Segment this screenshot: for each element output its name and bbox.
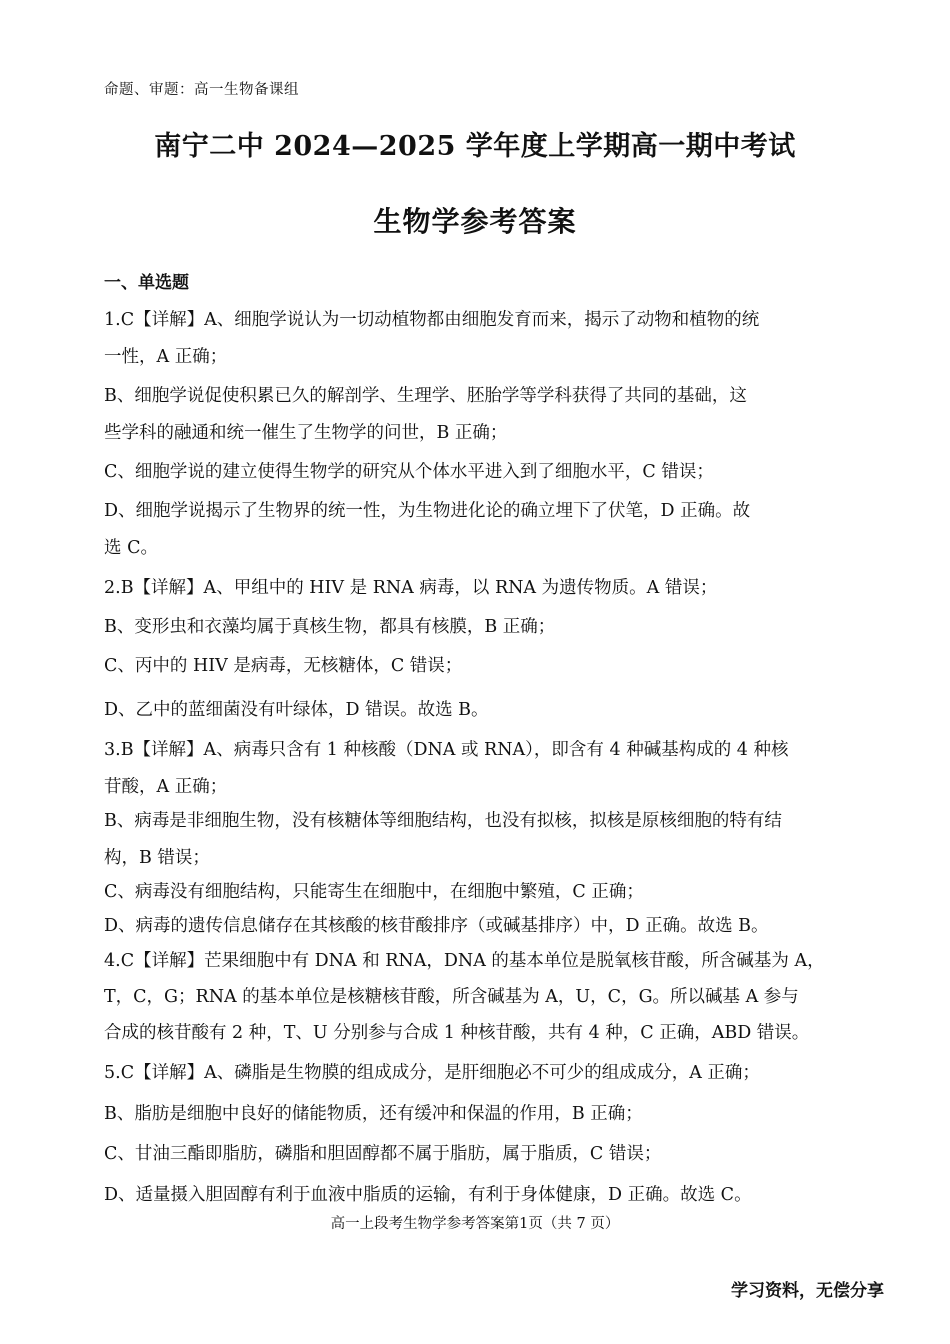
- answer-line: C、病毒没有细胞结构，只能寄生在细胞中，在细胞中繁殖，C 正确；: [104, 882, 644, 902]
- answer-key-title: 生物学参考答案: [373, 205, 577, 238]
- answer-line: D、细胞学说揭示了生物界的统一性，为生物进化论的确立埋下了伏笔，D 正确。故: [104, 501, 751, 521]
- answer-line: D、病毒的遗传信息储存在其核酸的核苷酸排序（或碱基排序）中，D 正确。故选 B。: [104, 916, 769, 936]
- answer-line: 构，B 错误；: [104, 848, 210, 868]
- answer-line: 3.B【详解】A、病毒只含有 1 种核酸（DNA 或 RNA），即含有 4 种碱基构成的 4 种核: [104, 740, 789, 760]
- answer-line: 些学科的融通和统一催生了生物学的问世，B 正确；: [104, 423, 508, 443]
- answer-line: C、细胞学说的建立使得生物学的研究从个体水平进入到了细胞水平，C 错误；: [104, 462, 714, 482]
- answer-line: D、乙中的蓝细菌没有叶绿体，D 错误。故选 B。: [104, 700, 489, 720]
- answer-line: C、甘油三酯即脂肪，磷脂和胆固醇都不属于脂肪，属于脂质，C 错误；: [104, 1144, 662, 1164]
- answer-line: 5.C【详解】A、磷脂是生物膜的组成成分，是肝细胞必不可少的组成成分，A 正确；: [104, 1063, 760, 1083]
- answer-line: B、变形虫和衣藻均属于真核生物，都具有核膜，B 正确；: [104, 617, 556, 637]
- promo-text: 学习资料，无偿分享: [731, 1281, 884, 1301]
- section-heading: 一、单选题: [104, 273, 189, 293]
- answer-line: D、适量摄入胆固醇有利于血液中脂质的运输，有利于身体健康，D 正确。故选 C。: [104, 1185, 752, 1205]
- answer-line: 合成的核苷酸有 2 种，T、U 分别参与合成 1 种核苷酸，共有 4 种，C 正确，ABD 错误。: [104, 1023, 810, 1043]
- answer-line: B、病毒是非细胞生物，没有核糖体等细胞结构，也没有拟核，拟核是原核细胞的特有结: [104, 811, 782, 831]
- answer-line: T，C，G；RNA 的基本单位是核糖核苷酸，所含碱基为 A，U，C，G。所以碱基 A 参与: [104, 987, 799, 1007]
- answer-line: C、丙中的 HIV 是病毒，无核糖体，C 错误；: [104, 656, 463, 676]
- answer-line: B、脂肪是细胞中良好的储能物质，还有缓冲和保温的作用，B 正确；: [104, 1104, 643, 1124]
- answer-line: 1.C【详解】A、细胞学说认为一切动植物都由细胞发育而来，揭示了动物和植物的统: [104, 310, 760, 330]
- answer-line: B、细胞学说促使积累已久的解剖学、生理学、胚胎学等学科获得了共同的基础，这: [104, 386, 747, 406]
- author-line: 命题、审题：高一生物备课组: [104, 82, 299, 98]
- exam-title: 南宁二中 2024—2025 学年度上学期高一期中考试: [154, 131, 796, 162]
- answer-line: 选 C。: [104, 538, 158, 558]
- answer-line: 一性，A 正确；: [104, 347, 228, 367]
- page-footer: 高一上段考生物学参考答案第1页（共 7 页）: [330, 1216, 620, 1232]
- answer-line: 苷酸，A 正确；: [104, 777, 228, 797]
- answer-line: 4.C【详解】芒果细胞中有 DNA 和 RNA，DNA 的基本单位是脱氧核苷酸，所含碱基为 A，: [104, 951, 825, 971]
- answer-line: 2.B【详解】A、甲组中的 HIV 是 RNA 病毒，以 RNA 为遗传物质。A 错误；: [104, 578, 718, 598]
